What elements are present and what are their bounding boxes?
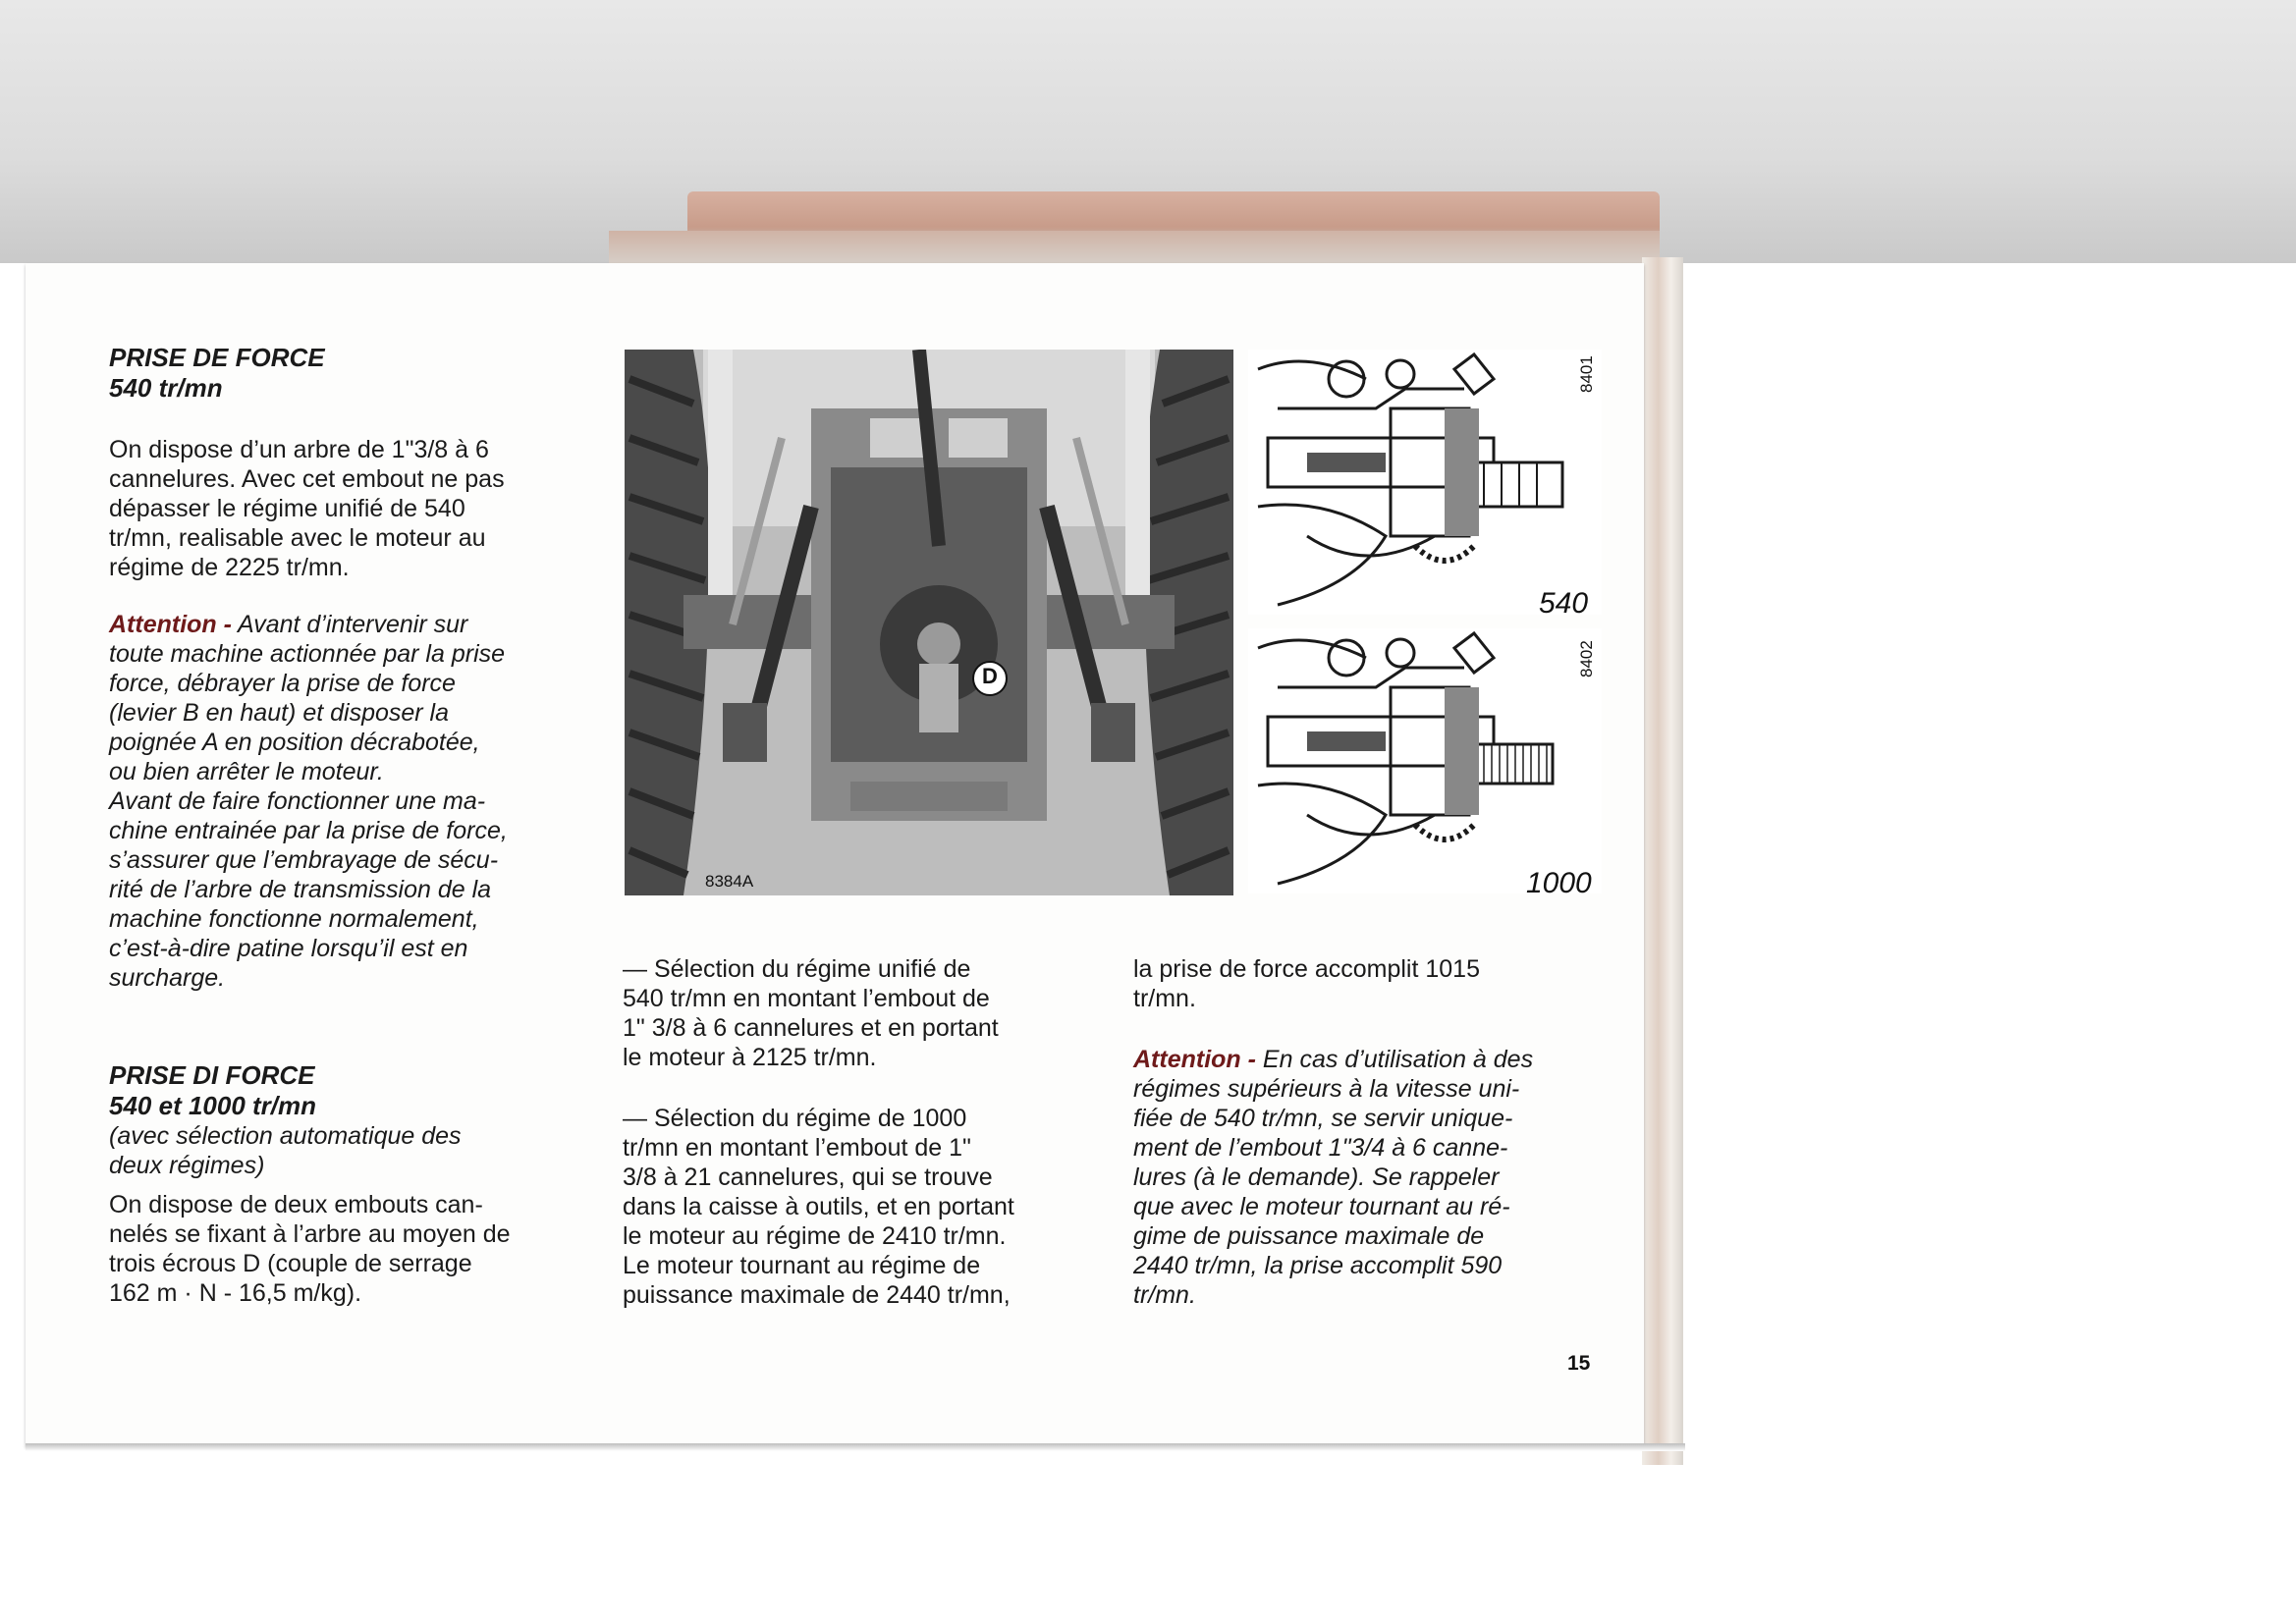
- text-line: On dispose de deux embouts can-: [109, 1191, 483, 1218]
- text-line: cannelures. Avec cet embout ne pas: [109, 465, 505, 493]
- text-line: tr/mn.: [1133, 1281, 1196, 1309]
- text-line: 3/8 à 21 cannelures, qui se trouve: [623, 1164, 993, 1191]
- text-line: le moteur au régime de 2410 tr/mn.: [623, 1222, 1007, 1250]
- diagram-1000-code: 8402: [1577, 640, 1596, 677]
- text-line: tr/mn.: [1133, 985, 1196, 1012]
- text-line: 2440 tr/mn, la prise accomplit 590: [1133, 1252, 1503, 1279]
- text-line: que avec le moteur tournant au ré-: [1133, 1193, 1510, 1220]
- text-line: s’assurer que l’embrayage de sécu-: [109, 846, 499, 874]
- tractor-rear-photo: [625, 350, 1233, 895]
- text-line: tr/mn, realisable avec le moteur au: [109, 524, 486, 552]
- text-line: régime de 2225 tr/mn.: [109, 554, 350, 581]
- text-line: lures (à le demande). Se rappeler: [1133, 1164, 1500, 1191]
- text-line: trois écrous D (couple de serrage: [109, 1250, 472, 1277]
- text-line: force, débrayer la prise de force: [109, 670, 456, 697]
- attention-warning-right: [1133, 1045, 1593, 1310]
- diagram-540-label: 540: [1539, 587, 1589, 620]
- section-heading-2: [109, 1060, 316, 1121]
- page-number: 15: [1567, 1352, 1591, 1375]
- paragraph-selection-540: [623, 954, 1082, 1072]
- text-line: dépasser le régime unifié de 540: [109, 495, 465, 522]
- paragraph-continuation: [1133, 954, 1593, 1013]
- paragraph-arbre: [109, 435, 569, 582]
- text-line: c’est-à-dire patine lorsqu’il est en: [109, 935, 468, 962]
- text-line: — Sélection du régime de 1000: [623, 1105, 967, 1132]
- text-fragment: En cas d’utilisation à des: [1255, 1046, 1534, 1073]
- text-line: ment de l’embout 1"3/4 à 6 canne-: [1133, 1134, 1508, 1162]
- section-subheading: [109, 1121, 569, 1180]
- text-line: poignée A en position décrabotée,: [109, 729, 480, 756]
- text-line: Le moteur tournant au régime de: [623, 1252, 981, 1279]
- text-line: 1" 3/8 à 6 cannelures et en portant: [623, 1014, 999, 1042]
- diagram-540-code: 8401: [1577, 355, 1596, 393]
- page-bottom-shadow: [26, 1443, 1685, 1451]
- heading-line: PRISE DE FORCE: [109, 343, 325, 372]
- text-line: toute machine actionnée par la prise: [109, 640, 506, 668]
- paragraph-embouts: [109, 1190, 569, 1308]
- text-line: la prise de force accomplit 1015: [1133, 955, 1480, 983]
- photo-reference-code: 8384A: [705, 872, 754, 891]
- text-line: — Sélection du régime unifié de: [623, 955, 971, 983]
- text-line: ou bien arrêter le moteur.: [109, 758, 384, 785]
- text-line: le moteur à 2125 tr/mn.: [623, 1044, 877, 1071]
- attention-label: Attention -: [1133, 1046, 1256, 1073]
- text-line: 540 tr/mn en montant l’embout de: [623, 985, 990, 1012]
- text-line: puissance maximale de 2440 tr/mn,: [623, 1281, 1011, 1309]
- photo-marker-d: D: [982, 664, 998, 688]
- paragraph-selection-1000: [623, 1104, 1082, 1310]
- text-line: On dispose d’un arbre de 1"3/8 à 6: [109, 436, 489, 463]
- diagram-540: [1248, 350, 1602, 615]
- attention-label: Attention -: [109, 611, 232, 638]
- text-line: 162 m · N - 16,5 m/kg).: [109, 1279, 362, 1307]
- text-line: Avant de faire fonctionner une ma-: [109, 787, 486, 815]
- text-line: régimes supérieurs à la vitesse uni-: [1133, 1075, 1520, 1103]
- text-line: tr/mn en montant l’embout de 1": [623, 1134, 971, 1162]
- attention-warning-left: [109, 610, 569, 993]
- text-line: machine fonctionne normalement,: [109, 905, 479, 933]
- text-line: chine entrainée par la prise de force,: [109, 817, 508, 844]
- text-fragment: Avant d’intervenir sur: [231, 611, 468, 638]
- text-line: nelés se fixant à l’arbre au moyen de: [109, 1220, 511, 1248]
- diagram-1000: [1248, 628, 1602, 893]
- text-line: [109, 610, 569, 639]
- heading-line: 540 tr/mn: [109, 373, 223, 403]
- text-line: surcharge.: [109, 964, 226, 992]
- text-line: gime de puissance maximale de: [1133, 1222, 1485, 1250]
- pto-shaft-1000-illustration: [1248, 628, 1602, 893]
- heading-line: 540 et 1000 tr/mn: [109, 1091, 317, 1120]
- text-line: (levier B en haut) et disposer la: [109, 699, 450, 727]
- text-line: rité de l’arbre de transmission de la: [109, 876, 492, 903]
- text-line: dans la caisse à outils, et en portant: [623, 1193, 1014, 1220]
- diagram-1000-label: 1000: [1526, 867, 1592, 899]
- heading-line: PRISE DI FORCE: [109, 1060, 315, 1090]
- text-line: deux régimes): [109, 1152, 265, 1179]
- book-page-stack-right: [1642, 257, 1683, 1465]
- text-line: [1133, 1045, 1593, 1074]
- section-heading-1: [109, 343, 325, 404]
- pto-shaft-540-illustration: [1248, 350, 1602, 615]
- text-line: (avec sélection automatique des: [109, 1122, 462, 1150]
- text-line: fiée de 540 tr/mn, se servir unique-: [1133, 1105, 1513, 1132]
- tractor-rear-illustration: [625, 350, 1233, 895]
